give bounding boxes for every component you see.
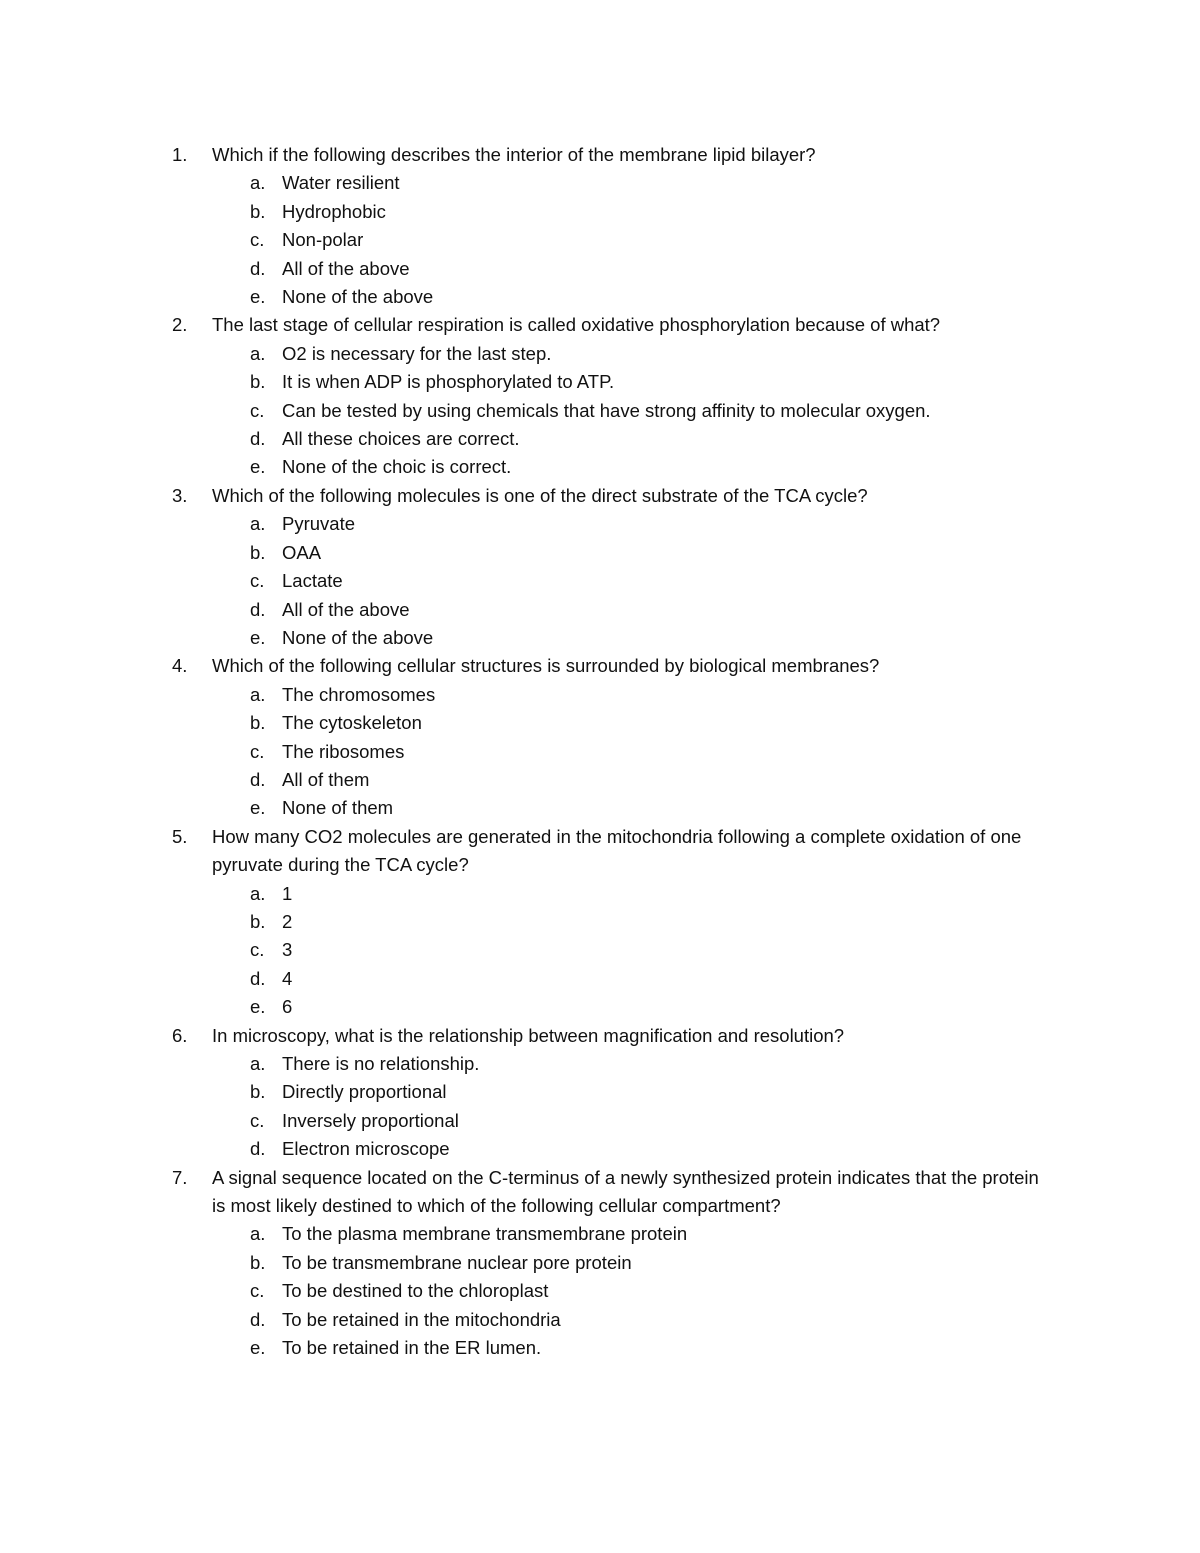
option-list: [172, 340, 1052, 482]
option-item: [250, 709, 1052, 737]
option-letter: a.: [250, 513, 266, 535]
option-letter: e.: [250, 996, 266, 1018]
option-item: [250, 169, 1052, 197]
option-text: It is when ADP is phosphorylated to ATP.: [282, 371, 615, 393]
option-item: [250, 766, 1052, 794]
option-list: [172, 169, 1052, 311]
option-item: [250, 936, 1052, 964]
option-text: None of the above: [282, 626, 434, 648]
option-letter: d.: [250, 428, 266, 450]
question-row: [172, 141, 1052, 169]
question-row: [172, 823, 1052, 880]
option-text: All of them: [282, 768, 370, 790]
option-letter: d.: [250, 598, 266, 620]
option-item: [250, 993, 1052, 1021]
option-text: 1: [282, 882, 293, 904]
question-text: Which if the following describes the interior of the membrane lipid bilayer?: [212, 144, 816, 165]
option-letter: c.: [250, 570, 265, 592]
option-item: [250, 198, 1052, 226]
option-text: None of the above: [282, 286, 434, 308]
option-item: [250, 1220, 1052, 1248]
option-text: All of the above: [282, 598, 410, 620]
option-text: O2 is necessary for the last step.: [282, 342, 552, 364]
option-letter: d.: [250, 768, 266, 790]
option-letter: d.: [250, 1138, 266, 1160]
option-item: [250, 368, 1052, 396]
question-text: Which of the following cellular structures is surrounded by biological membranes?: [212, 655, 880, 677]
option-item: [250, 510, 1052, 538]
option-list: [172, 681, 1052, 823]
option-letter: b.: [250, 712, 266, 734]
option-text: All these choices are correct.: [282, 428, 520, 450]
option-letter: c.: [250, 1280, 265, 1302]
question-5: [172, 823, 1052, 1022]
option-item: [250, 794, 1052, 822]
option-item: [250, 1249, 1052, 1277]
question-row: [172, 1022, 1052, 1050]
option-text: To be retained in the mitochondria: [282, 1308, 561, 1330]
option-item: [250, 340, 1052, 368]
option-text: Water resilient: [282, 172, 400, 194]
question-number: 5.: [172, 825, 188, 847]
question-text: In microscopy, what is the relationship between magnification and resolution?: [212, 1024, 845, 1046]
option-letter: a.: [250, 1053, 266, 1074]
option-letter: b.: [250, 541, 266, 563]
question-list: [172, 141, 1052, 1362]
option-letter: b.: [250, 371, 266, 393]
question-number: 7.: [172, 1166, 188, 1188]
option-letter: d.: [250, 1308, 266, 1330]
question-2: [172, 311, 1052, 481]
question-4: [172, 652, 1052, 822]
option-item: [250, 567, 1052, 595]
option-item: [250, 1334, 1052, 1362]
question-number: 4.: [172, 655, 188, 677]
option-text: Inversely proportional: [282, 1109, 459, 1131]
option-letter: c.: [250, 1109, 265, 1131]
option-text: 4: [282, 967, 293, 989]
option-item: [250, 738, 1052, 766]
option-text: Non-polar: [282, 229, 364, 251]
option-item: [250, 1306, 1052, 1334]
option-text: Can be tested by using chemicals that have strong affinity to molecular oxygen.: [282, 399, 931, 421]
option-item: [250, 226, 1052, 254]
question-6: [172, 1022, 1052, 1164]
option-text: To the plasma membrane transmembrane protein: [282, 1223, 688, 1245]
question-row: [172, 482, 1052, 510]
option-text: Electron microscope: [282, 1138, 450, 1160]
option-text: None of the choic is correct.: [282, 456, 512, 478]
option-item: [250, 1078, 1052, 1106]
option-letter: b.: [250, 1251, 266, 1273]
option-text: The ribosomes: [282, 740, 405, 762]
option-letter: e.: [250, 626, 266, 648]
option-item: [250, 255, 1052, 283]
question-text: How many CO2 molecules are generated in the mitochondria following a complete oxidation of one pyruvate during the TCA cycle?: [212, 825, 1022, 876]
option-letter: a.: [250, 882, 266, 904]
question-text: Which of the following molecules is one of the direct substrate of the TCA cycle?: [212, 484, 868, 506]
option-text: Directly proportional: [282, 1081, 447, 1103]
option-letter: d.: [250, 967, 266, 989]
option-letter: b.: [250, 200, 266, 222]
question-number: 1.: [172, 144, 188, 165]
option-letter: b.: [250, 1081, 266, 1103]
option-text: The chromosomes: [282, 683, 436, 705]
option-text: To be destined to the chloroplast: [282, 1280, 549, 1302]
option-letter: c.: [250, 399, 265, 421]
option-text: 3: [282, 939, 293, 961]
option-letter: e.: [250, 797, 266, 819]
question-text: The last stage of cellular respiration is called oxidative phosphorylation because of what?: [212, 314, 941, 336]
option-item: [250, 908, 1052, 936]
option-letter: a.: [250, 342, 266, 364]
option-letter: b.: [250, 910, 266, 932]
question-row: [172, 1164, 1052, 1221]
option-text: All of the above: [282, 257, 410, 279]
option-list: [172, 1050, 1052, 1164]
option-text: To be retained in the ER lumen.: [282, 1337, 542, 1359]
option-text: OAA: [282, 541, 322, 563]
option-item: [250, 539, 1052, 567]
option-list: [172, 510, 1052, 652]
option-item: [250, 880, 1052, 908]
option-letter: d.: [250, 257, 266, 279]
option-item: [250, 1050, 1052, 1078]
question-7: [172, 1164, 1052, 1363]
option-letter: a.: [250, 172, 266, 194]
option-text: 6: [282, 996, 293, 1018]
option-list: [172, 1220, 1052, 1362]
question-row: [172, 652, 1052, 680]
option-item: [250, 425, 1052, 453]
option-item: [250, 965, 1052, 993]
option-text: 2: [282, 910, 293, 932]
option-list: [172, 880, 1052, 1022]
option-text: There is no relationship.: [282, 1053, 480, 1074]
option-item: [250, 1277, 1052, 1305]
question-3: [172, 482, 1052, 652]
option-item: [250, 1107, 1052, 1135]
option-item: [250, 283, 1052, 311]
option-text: Lactate: [282, 570, 343, 592]
option-item: [250, 596, 1052, 624]
option-letter: e.: [250, 1337, 266, 1359]
option-text: The cytoskeleton: [282, 712, 422, 734]
question-number: 3.: [172, 484, 188, 506]
question-row: [172, 311, 1052, 339]
option-letter: e.: [250, 286, 266, 308]
option-item: [250, 624, 1052, 652]
option-text: None of them: [282, 797, 394, 819]
option-letter: c.: [250, 229, 265, 251]
option-letter: e.: [250, 456, 266, 478]
option-item: [250, 453, 1052, 481]
option-item: [250, 681, 1052, 709]
option-item: [250, 397, 1052, 425]
question-number: 2.: [172, 314, 188, 336]
option-text: Pyruvate: [282, 513, 356, 535]
option-letter: a.: [250, 683, 266, 705]
option-text: Hydrophobic: [282, 200, 386, 222]
question-text: A signal sequence located on the C-terminus of a newly synthesized protein indicates that the protein is most likely destined to which of the following cellular compartment?: [212, 1166, 1039, 1217]
question-1: [172, 141, 1052, 311]
option-text: To be transmembrane nuclear pore protein: [282, 1251, 632, 1273]
option-letter: c.: [250, 939, 265, 961]
option-letter: a.: [250, 1223, 266, 1245]
option-letter: c.: [250, 740, 265, 762]
option-item: [250, 1135, 1052, 1163]
question-number: 6.: [172, 1024, 188, 1046]
